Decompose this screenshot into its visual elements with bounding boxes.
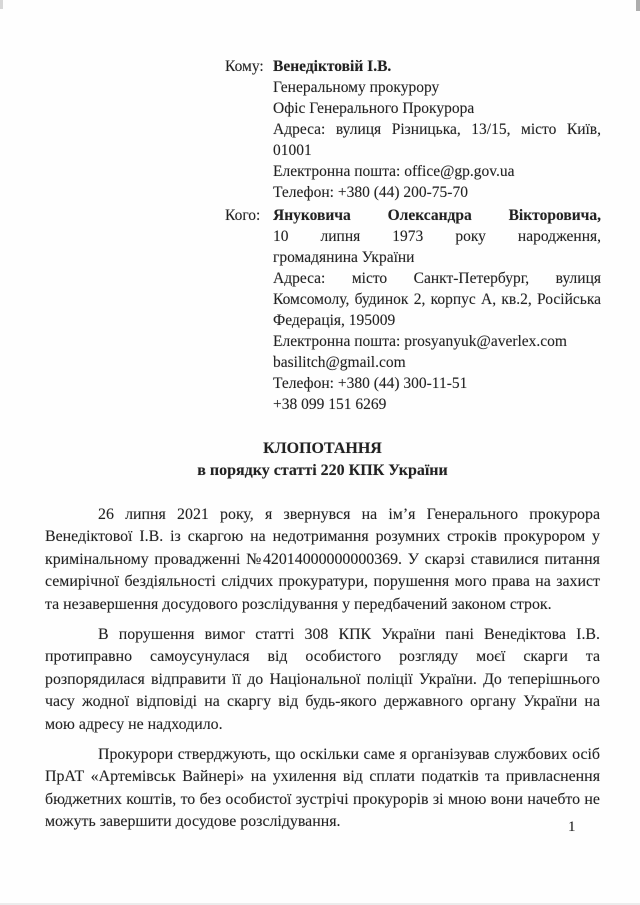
body-paragraph-2: В порушення вимог статті 308 КПК України пані Венедіктова І.В. протиправно самоусунулася від особистого розгляду моєї скарги та розпорядилася відправити її до Національної поліції України. До теперішнього часу жодної відповіді на скаргу від будь-якого державного органу України на мою адресу не надходило. (45, 626, 600, 733)
recipient-office: Офіс Генерального Прокурора (273, 100, 475, 117)
recipient-block (45, 56, 600, 203)
sender-block (45, 205, 600, 415)
scan-artifact-top-right (636, 0, 640, 11)
recipient-role: Генеральному прокурору (273, 79, 440, 96)
document-title: КЛОПОТАННЯ (263, 440, 382, 457)
sender-email-2: basilitch@gmail.com (273, 354, 406, 371)
recipient-address: Адреса: вулиця Різницька, 13/15, місто Київ, 01001 (273, 121, 601, 159)
document-body (45, 504, 600, 834)
sender-citizenship: громадянина України (273, 249, 415, 266)
recipient-details (273, 56, 601, 203)
body-paragraph-1: 26 липня 2021 року, я звернувся на ім’я Генерального прокурора Венедіктової І.В. із скаргою на недотримання розумних строків прокурором у кримінальному провадженні №42014000000000369. У скарзі ставилися питання семирічної бездіяльності слідчих прокуратури, порушення мого права на захист та незавершення досудового розслідування у передбачений законом строк. (45, 506, 600, 613)
recipient-label: Кому: (225, 58, 264, 75)
sender-details (273, 205, 601, 415)
body-paragraph-3: Прокурори стверджують, що оскільки саме я організував службових осіб ПрАТ «Артемівськ Вайнері» на ухилення від сплати податків та привласнення бюджетних коштів, то без особистої зустрічі прокурорів зі мною вони начебто не можуть завершити досудове розслідування. (45, 746, 600, 831)
sender-email: Електронна пошта: prosyanyuk@averlex.com (273, 333, 567, 350)
sender-birth-date: 10 липня 1973 року народження, (273, 228, 601, 245)
sender-phone-2: +38 099 151 6269 (273, 396, 387, 413)
sender-name: Януковича Олександра Вікторовича, (273, 207, 601, 224)
recipient-phone: Телефон: +380 (44) 200-75-70 (273, 184, 468, 201)
document-title-block (45, 438, 600, 481)
sender-address: Адреса: місто Санкт-Петербург, вулиця Комсомолу, будинок 2, корпус А, кв.2, Російська Федерація, 195009 (273, 270, 601, 329)
sender-phone: Телефон: +380 (44) 300-11-51 (273, 375, 468, 392)
document-subtitle: в порядку статті 220 КПК України (197, 461, 448, 479)
page-number: 1 (568, 819, 576, 835)
recipient-name: Венедіктовій І.В. (273, 58, 392, 75)
recipient-email: Електронна пошта: office@gp.gov.ua (273, 163, 515, 180)
sender-label: Кого: (225, 207, 261, 224)
scan-artifact-top-left (0, 0, 3, 9)
